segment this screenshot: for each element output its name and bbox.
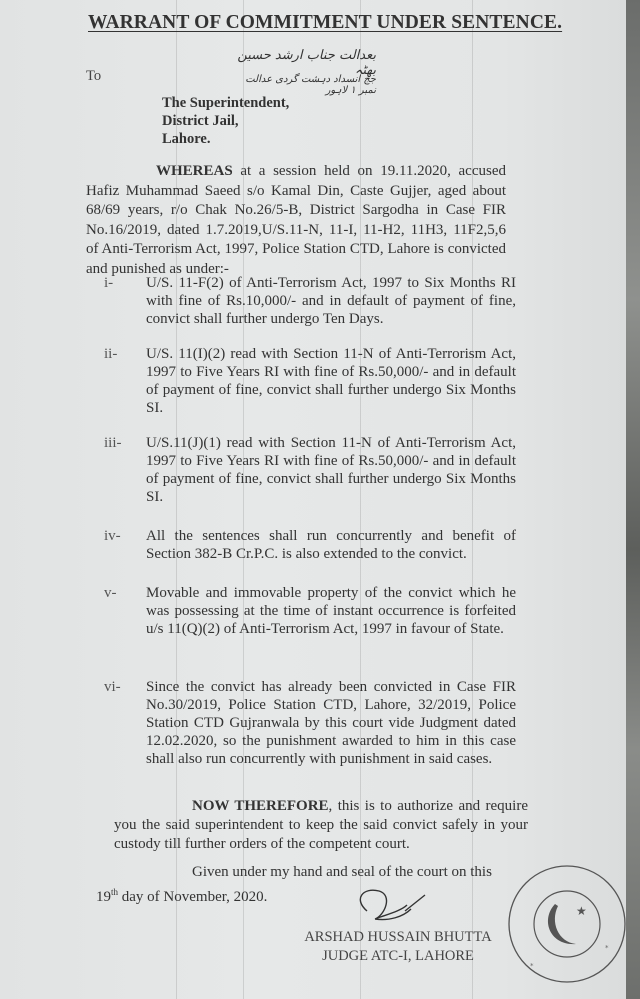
given-under-hand [96, 862, 536, 907]
item-text: U/S.11(J)(1) read with Section 11-N of Anti-Terrorism Act, 1997 to Five Years RI with fine of Rs.50,000/- and in default of payment of fine, convict shall further undergo Six Months SI. [146, 435, 516, 505]
urdu-court-subheader: جج انسداد دہشت گردی عدالت نمبر ۱ لاہور [245, 74, 376, 96]
item-text: U/S. 11-F(2) of Anti-Terrorism Act, 1997 to Six Months RI with fine of Rs.10,000/- and in default of payment of fine, convict shall further undergo Ten Days. [146, 275, 516, 327]
item-number: iv- [104, 528, 121, 544]
svg-text:★: ★ [576, 904, 587, 918]
now-therefore-text: , this is to authorize and require you the said superintendent to keep the said convict safely in your custody till further orders of the competent court. [114, 798, 528, 852]
addressee-block [162, 94, 289, 148]
svg-text:*: * [605, 944, 609, 952]
whereas-text: at a session held on 19.11.2020, accused Hafiz Muhammad Saeed s/o Kamal Din, Caste Gujjer, aged about 68/69 years, r/o Chak No.26/5-B, District Sargodha in Case FIR No.16/2019, dated 1.7.2019,U/S.11-N, 11-I, 11-H2, 11H3, 11F2,5,6 of Anti-Terrorism Act, 1997, Police Station CTD, Lahore is convicted and punished as under:- [86, 163, 506, 277]
given-date-line [96, 882, 536, 907]
item-number: i- [104, 275, 114, 291]
now-therefore-paragraph [114, 797, 528, 854]
addressee-line: Lahore. [162, 131, 211, 147]
now-therefore-lead: NOW THEREFORE [192, 798, 329, 814]
svg-text:*: * [530, 962, 534, 970]
judge-designation: JUDGE ATC-I, LAHORE [322, 948, 474, 964]
given-day: 19 [96, 889, 111, 905]
whereas-lead: WHEREAS [156, 163, 233, 179]
given-day-suffix: th [111, 887, 119, 897]
addressee-line: The Superintendent, [162, 95, 290, 111]
given-date-rest: day of November, 2020. [118, 889, 268, 905]
judge-name: ARSHAD HUSSAIN BHUTTA [304, 929, 492, 945]
urdu-court-header: بعدالت جناب ارشد حسین بھٹہ [237, 48, 376, 78]
addressee-line: District Jail, [162, 113, 239, 129]
item-number: ii- [104, 346, 118, 362]
given-line: Given under my hand and seal of the court on this [192, 864, 492, 880]
item-text: U/S. 11(I)(2) read with Section 11-N of Anti-Terrorism Act, 1997 to Five Years RI with fine of Rs.50,000/- and in default of payment of fine, convict shall further undergo Six Months SI. [146, 346, 516, 416]
item-text: Movable and immovable property of the convict which he was possessing at the time of instant occurrence is forfeited u/s 11(Q)(2) of Anti-Terrorism Act, 1997 in favour of State. [146, 585, 516, 637]
item-number: v- [104, 585, 117, 601]
item-number: iii- [104, 435, 122, 451]
to-label: To [86, 68, 102, 84]
background-edge [626, 0, 640, 999]
item-text: Since the convict has already been convicted in Case FIR No.30/2019, Police Station CTD, Lahore, 32/2019, Police Station CTD Gujranwala by this court vide Judgment dated 12.02.2020, so the punishment awarded to him in this case shall also run concurrently with punishment in said cases. [146, 679, 516, 767]
court-seal-icon [500, 860, 630, 985]
whereas-paragraph [86, 162, 506, 279]
judge-block [298, 928, 498, 966]
item-text: All the sentences shall run concurrently and benefit of Section 382-B Cr.P.C. is also extended to the convict. [146, 528, 516, 562]
item-number: vi- [104, 679, 121, 695]
document-title: WARRANT OF COMMITMENT UNDER SENTENCE. [88, 12, 563, 33]
